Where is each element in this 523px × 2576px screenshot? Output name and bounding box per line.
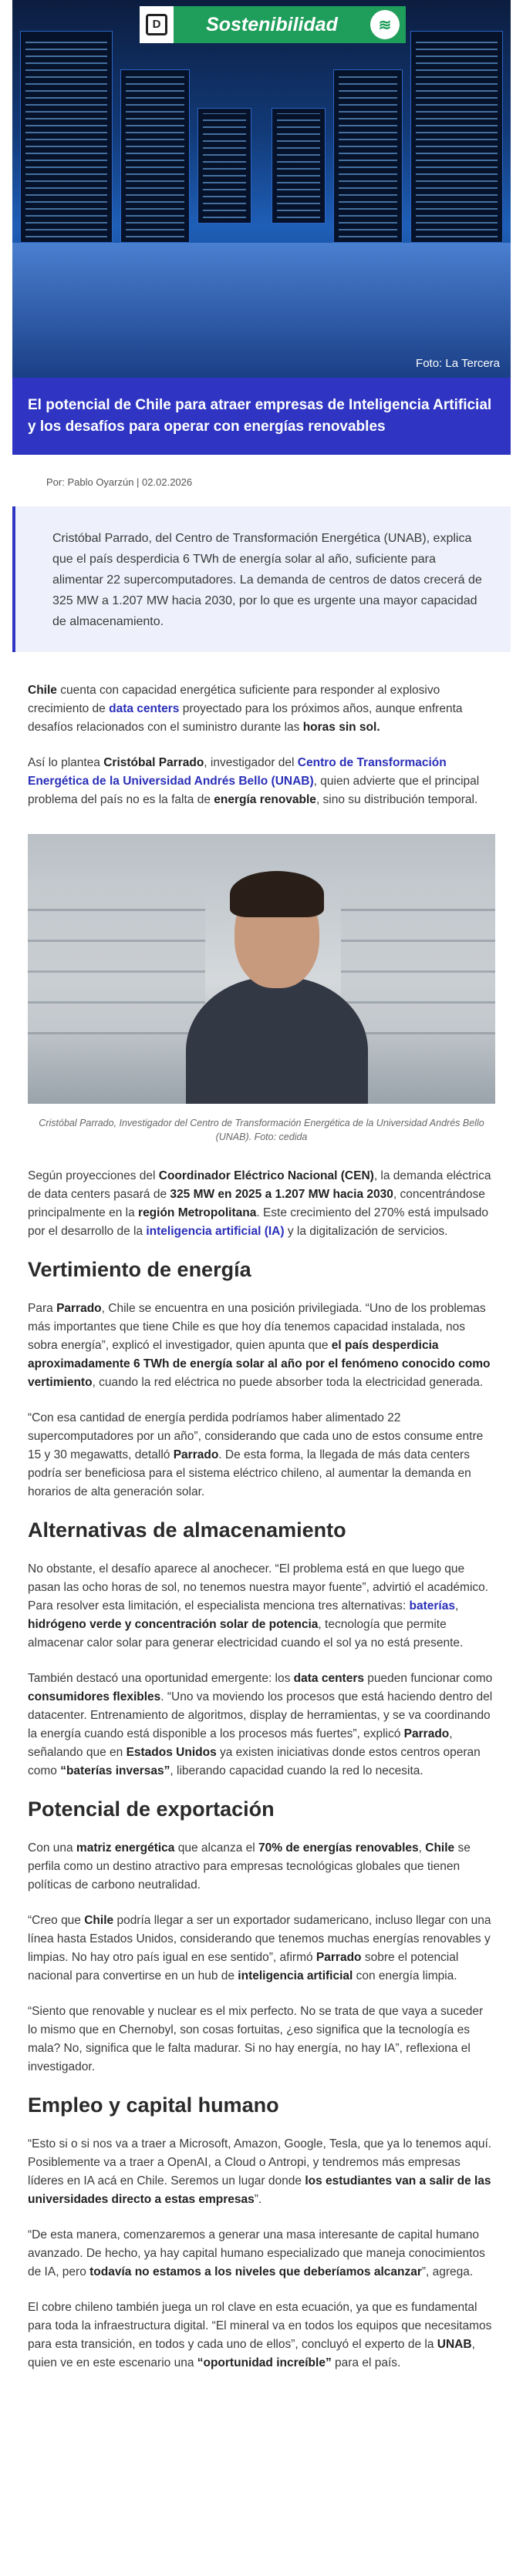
summary-text: Cristóbal Parrado, del Centro de Transformación Energética (UNAB), explica que el país desperdicia 6 TWh de energía solar al año, suficiente para alimentar 22 supercomputadores. La demanda de centros de datos crecerá de 325 MW a 1.207 MW hacia 2030, por lo que es urgente una mayor capacidad de almacenamiento. bbox=[52, 532, 482, 628]
paragraph: Chile cuenta con capacidad energética suficiente para responder al explosivo crecimiento de data centers proyectado para los próximos años, aunque enfrenta desafíos relacionados con el suministro durante las horas sin sol. bbox=[28, 684, 463, 734]
server-rack bbox=[272, 108, 326, 224]
article-summary bbox=[12, 506, 511, 652]
section-brand-bar[interactable] bbox=[140, 6, 406, 43]
leaf-icon: ≋ bbox=[370, 10, 400, 39]
article-title: El potencial de Chile para atraer empresas de Inteligencia Artificial y los desafíos para operar con energías renovables bbox=[28, 397, 492, 435]
server-rack bbox=[197, 108, 251, 224]
link-unab-center[interactable]: Centro de Transformación Energética de la Universidad Andrés Bello (UNAB) bbox=[28, 756, 447, 788]
server-rack bbox=[120, 69, 190, 243]
paragraph: También destacó una oportunidad emergente: los data centers pueden funcionar como consumidores flexibles. “Uno va moviendo los procesos que está haciendo dentro del datacenter. Entrenamiento de algoritmos, display de herramientas, y se va coordinando la energía cuando está disponible a los procesos más fuertes”, explicó Parrado, señalando que en Estados Unidos ya existen iniciativas donde estos centros operan como “baterías inversas”, liberando capacidad cuando la red lo necesita. bbox=[28, 1672, 493, 1777]
paragraph: Para Parrado, Chile se encuentra en una posición privilegiada. “Uno de los problemas más importantes que tiene Chile es que hoy día tenemos capacidad instalada, nos sobra energía”, explicó el investigador, quien apunta que el país desperdicia aproximadamente 6 TWh de energía solar al año por el fenómeno conocido como vertimiento, cuando la red eléctrica no puede absorber toda la electricidad generada. bbox=[28, 1302, 491, 1389]
link-ia[interactable]: inteligencia artificial (IA) bbox=[146, 1225, 285, 1238]
server-rack bbox=[410, 31, 503, 243]
server-rack bbox=[333, 69, 403, 243]
article-body-continued bbox=[0, 1167, 523, 2373]
brand-logo-letter: D bbox=[146, 14, 167, 35]
paragraph: “Esto si o si nos va a traer a Microsoft, Amazon, Google, Tesla, que ya lo tenemos aquí. Posiblemente va a traer a OpenAI, a Cloud o Antropi, y tendremos más empresas líderes en IA acá en Chile. Seremos un lugar donde los estudiantes van a salir de las universidades directo a estas empresas”. bbox=[28, 2137, 492, 2206]
paragraph: “Con esa cantidad de energía perdida podríamos haber alimentado 22 supercomputadores por un año”, considerando que cada uno de estos consume entre 15 y 30 megawatts, detalló Parrado. De esta forma, la llegada de más data centers podría ser beneficiosa para el sistema eléctrico chileno, al aumentar la demanda en horarios de alta generación solar. bbox=[28, 1411, 484, 1498]
article-body bbox=[0, 681, 523, 809]
paragraph: Con una matriz energética que alcanza el 70% de energías renovables, Chile se perfila como un destino atractivo para empresas tecnológicas globales que tienen políticas de carbono neutralidad. bbox=[28, 1841, 471, 1892]
title-band bbox=[12, 378, 511, 455]
link-baterias[interactable]: baterías bbox=[409, 1599, 455, 1613]
heading-vertimiento: Vertimiento de energía bbox=[28, 1258, 251, 1281]
heading-empleo: Empleo y capital humano bbox=[28, 2093, 279, 2117]
paragraph: “Siento que renovable y nuclear es el mix perfecto. No se trata de que vaya a suceder lo mismo que en Chernobyl, son cosas fortuitas, ¿eso significa que la tecnología es mala? No, significa que le falta madurar. Si no hay energía, no hay IA”, reflexiona el investigador. bbox=[28, 2005, 484, 2073]
heading-exportacion: Potencial de exportación bbox=[28, 1797, 275, 1821]
byline: Por: Pablo Oyarzún | 02.02.2026 bbox=[46, 476, 193, 488]
paragraph: Así lo plantea Cristóbal Parrado, investigador del Centro de Transformación Energética de la Universidad Andrés Bello (UNAB), quien advierte que el principal problema del país no es la falta de energía renovable, sino su distribución temporal. bbox=[28, 756, 480, 806]
portrait-photo bbox=[28, 834, 495, 1104]
hero-image bbox=[12, 0, 511, 378]
server-rack bbox=[20, 31, 113, 243]
paragraph: El cobre chileno también juega un rol clave en esta ecuación, ya que es fundamental para toda la infraestructura digital. “El mineral va en todos los equipos que necesitamos para esta transición, en todos y cada uno de ellos”, concluyó el experto de la UNAB, quien ve en este escenario una “oportunidad increíble” para el país. bbox=[28, 2301, 492, 2369]
paragraph: No obstante, el desafío aparece al anochecer. “El problema está en que luego que pasan las ocho horas de sol, no tenemos nuestra mayor fuente”, advirtió el académico. Para resolver esta limitación, el especialista menciona tres alternativas: baterías, hidrógeno verde y concentración solar de potencia, tecnología que permite almacenar calor solar para generar electricidad cuando el sol ya no está presente. bbox=[28, 1562, 489, 1650]
image-caption: Cristóbal Parrado, Investigador del Centro de Transformación Energética de la Universidad Andrés Bello (UNAB). Foto: cedida bbox=[39, 1118, 484, 1142]
brand-logo[interactable] bbox=[140, 6, 174, 43]
person-hair bbox=[230, 871, 324, 917]
paragraph: Según proyecciones del Coordinador Eléctrico Nacional (CEN), la demanda eléctrica de data centers pasará de 325 MW en 2025 a 1.207 MW hacia 2030, concentrándose principalmente en la región Metropolitana. Este crecimiento del 270% está impulsado por el desarrollo de la inteligencia artificial (IA) y la digitalización de servicios. bbox=[28, 1169, 491, 1238]
photo-credit: Foto: La Tercera bbox=[416, 357, 500, 370]
link-data-centers[interactable]: data centers bbox=[109, 702, 180, 715]
section-title[interactable]: Sostenibilidad bbox=[206, 13, 338, 35]
heading-almacenamiento: Alternativas de almacenamiento bbox=[28, 1518, 346, 1542]
paragraph: “De esta manera, comenzaremos a generar una masa interesante de capital humano avanzado. De hecho, ya hay capital humano especializado que maneja conocimientos de IA, pero todavía no estamos a los niveles que deberíamos alcanzar”, agrega. bbox=[28, 2228, 485, 2278]
paragraph: “Creo que Chile podría llegar a ser un exportador sudamericano, incluso llegar con una línea hasta Estados Unidos, considerando que tenemos muchas energías renovables y limpias. No hay otro país igual en ese sentido”, afirmó Parrado sobre el potencial nacional para convertirse en un hub de inteligencia artificial con energía limpia. bbox=[28, 1914, 491, 1982]
